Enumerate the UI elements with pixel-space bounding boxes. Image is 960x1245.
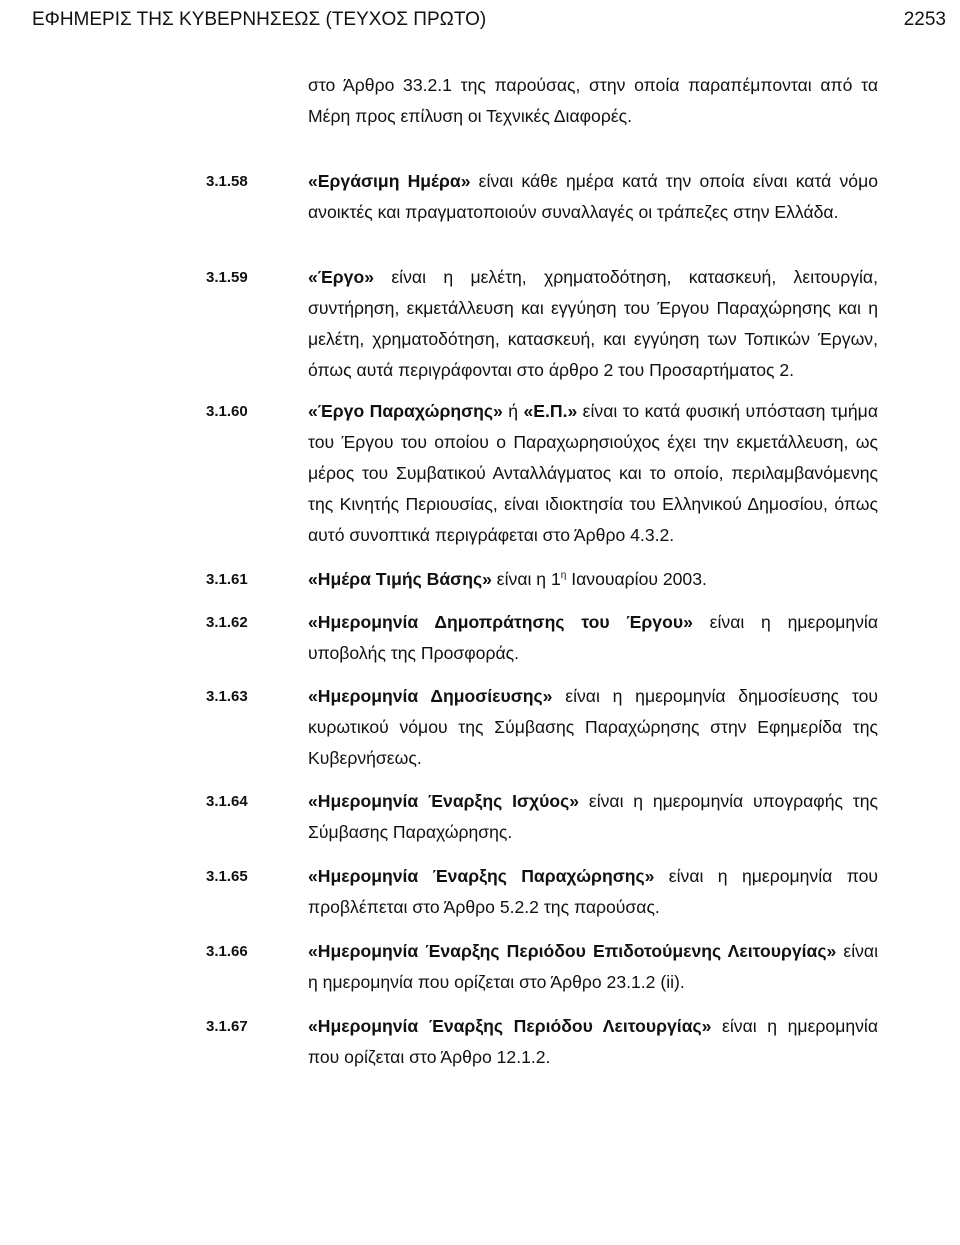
clause-number: 3.1.67 <box>206 1018 248 1035</box>
clause-text: στο Άρθρο 33.2.1 της παρούσας, στην οποία παραπέμπονται από τα Μέρη προς επίλυση οι Τεχνικές Διαφορές. <box>308 75 878 126</box>
clause-text: είναι η 1 <box>491 569 561 589</box>
clause-3-1-67 <box>0 1011 960 1073</box>
clause-text: είναι η ημερομηνία δημοσίευσης του κυρωτικού νόμου της Σύμβασης Παραχώρησης στην Εφημερίδα της Κυβερνήσεως. <box>308 686 878 768</box>
clause-number: 3.1.62 <box>206 614 248 631</box>
clause-number: 3.1.58 <box>206 173 248 190</box>
page-number: 2253 <box>903 9 946 30</box>
document-body <box>0 38 960 1073</box>
clause-number: 3.1.61 <box>206 571 248 588</box>
clause-number: 3.1.66 <box>206 943 248 960</box>
clause-number: 3.1.60 <box>206 403 248 420</box>
clause-number: 3.1.59 <box>206 269 248 286</box>
clause-text-date: Ιανουαρίου 2003. <box>566 569 707 589</box>
clause-3-1-59 <box>0 262 960 386</box>
ordinal-superscript: η <box>560 570 567 582</box>
defined-term: «Ημερομηνία Δημοπράτησης του Έργου» <box>308 612 693 632</box>
defined-term: «Ημερομηνία Έναρξης Παραχώρησης» <box>308 866 655 886</box>
clause-3-1-62 <box>0 607 960 669</box>
clause-3-1-66 <box>0 936 960 998</box>
clause-3-1-64 <box>0 786 960 848</box>
clause-text: είναι η ημερομηνία υπογραφής της Σύμβασης Παραχώρησης. <box>308 791 878 842</box>
gazette-title: ΕΦΗΜΕΡΙΣ ΤΗΣ ΚΥΒΕΡΝΗΣΕΩΣ (ΤΕΥΧΟΣ ΠΡΩΤΟ) <box>32 9 487 30</box>
defined-term: «Ημερομηνία Έναρξης Ισχύος» <box>308 791 580 811</box>
defined-term: «Ημερομηνία Έναρξης Περιόδου Λειτουργίας» <box>308 1016 712 1036</box>
clause-text: είναι η ημερομηνία που ορίζεται στο Άρθρο 12.1.2. <box>308 1016 878 1067</box>
clause-connector: ή <box>502 401 524 421</box>
clause-text: είναι η μελέτη, χρηματοδότηση, κατασκευή, λειτουργία, συντήρηση, εκμετάλλευση και εγγύηση του Έργου Παραχώρησης και η μελέτη, χρηματοδότηση, κατασκευή, και εγγύηση των Τοπικών Έργων, όπως αυτά περιγράφονται στο άρθρο 2 του Προσαρτήματος 2. <box>308 267 878 380</box>
clause-text: είναι η ημερομηνία που ορίζεται στο Άρθρο 23.1.2 (ii). <box>308 941 878 992</box>
defined-term: «Έργο» <box>308 267 374 287</box>
defined-term-abbreviation: «Ε.Π.» <box>523 401 578 421</box>
defined-term: «Ημερομηνία Δημοσίευσης» <box>308 686 553 706</box>
clause-3-1-58 <box>0 166 960 228</box>
defined-term: «Ημερομηνία Έναρξης Περιόδου Επιδοτούμενης Λειτουργίας» <box>308 941 837 961</box>
clause-number: 3.1.64 <box>206 793 248 810</box>
clause-3-1-65 <box>0 861 960 923</box>
clause-continuation <box>0 70 960 132</box>
defined-term: «Ημέρα Τιμής Βάσης» <box>308 569 492 589</box>
clause-3-1-61 <box>0 564 960 595</box>
defined-term: «Εργάσιμη Ημέρα» <box>308 171 471 191</box>
clause-text: είναι η ημερομηνία υποβολής της Προσφοράς. <box>308 612 878 663</box>
clause-number: 3.1.65 <box>206 868 248 885</box>
page-header <box>32 4 946 36</box>
clause-3-1-60 <box>0 396 960 551</box>
clause-text: είναι η ημερομηνία που προβλέπεται στο Άρθρο 5.2.2 της παρούσας. <box>308 866 878 917</box>
clause-number: 3.1.63 <box>206 688 248 705</box>
defined-term: «Έργο Παραχώρησης» <box>308 401 503 421</box>
clause-3-1-63 <box>0 681 960 774</box>
clause-text: είναι το κατά φυσική υπόσταση τμήμα του Έργου του οποίου ο Παραχωρησιούχος έχει την εκμετάλλευση, ως μέρος του Συμβατικού Ανταλλάγματος και το οποίο, περιλαμβανόμενης της Κινητής Περιουσίας, είναι ιδιοκτησία του Ελληνικού Δημοσίου, όπως αυτό συνοπτικά περιγράφεται στο Άρθρο 4.3.2. <box>308 401 878 545</box>
clause-text: είναι κάθε ημέρα κατά την οποία είναι κατά νόμο ανοικτές και πραγματοποιούν συναλλαγές οι τράπεζες στην Ελλάδα. <box>308 171 878 222</box>
